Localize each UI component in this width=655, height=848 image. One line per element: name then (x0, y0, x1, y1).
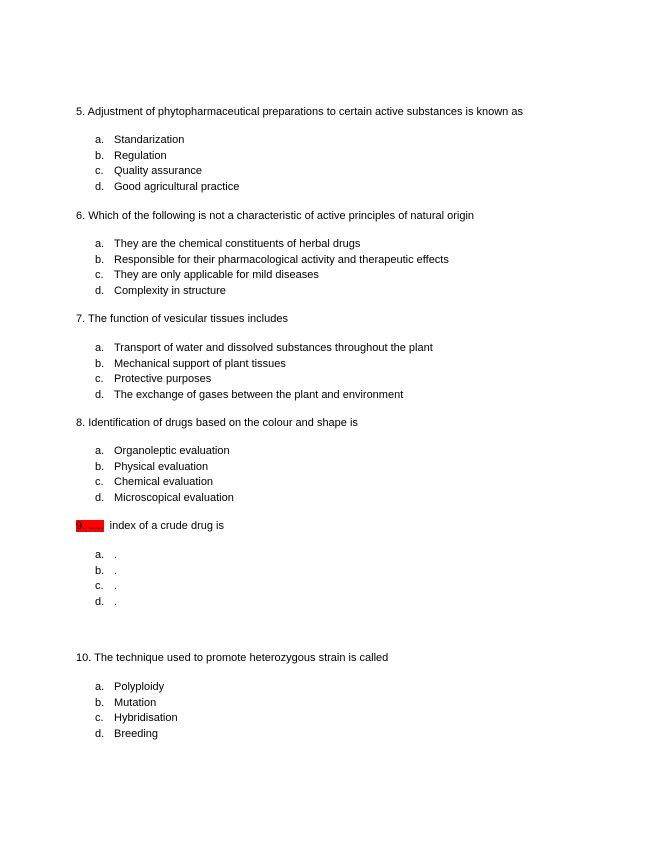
option (95, 284, 449, 300)
option-text: Transport of water and dissolved substances throughout the plant (114, 342, 433, 354)
option (95, 341, 433, 357)
question-8-options (95, 444, 234, 507)
option-letter: b. (95, 460, 105, 473)
option (95, 149, 239, 165)
option-letter: b. (95, 149, 105, 162)
option-letter: a. (95, 342, 105, 354)
option (95, 727, 178, 743)
option-text: Responsible for their pharmacological activity and therapeutic effects (114, 253, 449, 266)
option-text: Breeding (114, 728, 159, 741)
option-text: Complexity in structure (114, 285, 226, 298)
option-letter: c. (95, 165, 104, 178)
option-letter: c. (95, 580, 104, 593)
option-letter: d. (95, 492, 105, 505)
option-text: Mechanical support of plant tissues (114, 357, 286, 370)
question-7-options (95, 341, 433, 404)
option-text: Microscopical evaluation (114, 492, 234, 505)
option (95, 268, 449, 284)
question-8-text: 8. Identification of drugs based on the colour and shape is (76, 417, 358, 429)
option-letter: c. (95, 269, 104, 282)
option-text: They are only applicable for mild diseases (114, 269, 319, 282)
option (95, 680, 178, 696)
option-text: Mutation (114, 696, 157, 709)
option (95, 164, 239, 180)
option (95, 372, 433, 388)
option-text: . (114, 596, 118, 609)
option (95, 475, 234, 491)
question-9-body: index of a crude drug is (103, 520, 224, 532)
option-text: Chemical evaluation (114, 476, 214, 489)
option-letter: d. (95, 285, 105, 298)
question-9-options (95, 548, 117, 611)
option (95, 491, 234, 507)
option-letter: a. (95, 238, 105, 250)
option-text: Organoleptic evaluation (114, 445, 230, 457)
question-10-text: 10. The technique used to promote heterozygous strain is called (76, 652, 389, 664)
option-text: Polyploidy (114, 681, 165, 693)
option-text: Standarization (114, 134, 185, 146)
option-text: Regulation (114, 149, 167, 162)
question-5-text: 5. Adjustment of phytopharmaceutical preparations to certain active substances is known as (76, 106, 523, 118)
question-7-text: 7. The function of vesicular tissues includes (76, 313, 288, 325)
option-text: Protective purposes (114, 373, 212, 386)
option (95, 460, 234, 476)
option-text: The exchange of gases between the plant and environment (114, 389, 404, 402)
option (95, 444, 234, 460)
option-letter: b. (95, 564, 105, 577)
highlighted-blank: 9. ..... (76, 520, 104, 532)
option-text: Quality assurance (114, 165, 203, 178)
option-letter: b. (95, 696, 105, 709)
option-text: They are the chemical constituents of herbal drugs (114, 238, 361, 250)
option-text: . (114, 564, 118, 577)
option-text: Hybridisation (114, 712, 178, 725)
option-text: . (114, 549, 118, 561)
option (95, 357, 433, 373)
option-letter: c. (95, 712, 104, 725)
option (95, 253, 449, 269)
option-letter: a. (95, 134, 105, 146)
option-letter: b. (95, 357, 105, 370)
option-text: Good agricultural practice (114, 181, 240, 194)
option (95, 579, 117, 595)
option-letter: b. (95, 253, 105, 266)
question-6-text: 6. Which of the following is not a characteristic of active principles of natural origin (76, 210, 475, 222)
option (95, 696, 178, 712)
option-letter: c. (95, 373, 104, 386)
option-letter: a. (95, 549, 105, 561)
question-9-text (76, 520, 224, 532)
option-letter: c. (95, 476, 104, 489)
option (95, 237, 449, 253)
question-10-options (95, 680, 178, 743)
option-letter: a. (95, 445, 105, 457)
option (95, 180, 239, 196)
option-letter: d. (95, 389, 105, 402)
option-letter: d. (95, 181, 105, 194)
option (95, 133, 239, 149)
option (95, 548, 117, 564)
option (95, 564, 117, 580)
option-text: . (114, 580, 118, 593)
option-letter: d. (95, 728, 105, 741)
question-6-options (95, 237, 449, 300)
option-letter: d. (95, 596, 105, 609)
option (95, 388, 433, 404)
option (95, 595, 117, 611)
question-5-options (95, 133, 239, 196)
option-text: Physical evaluation (114, 460, 209, 473)
option-letter: a. (95, 681, 105, 693)
option (95, 711, 178, 727)
